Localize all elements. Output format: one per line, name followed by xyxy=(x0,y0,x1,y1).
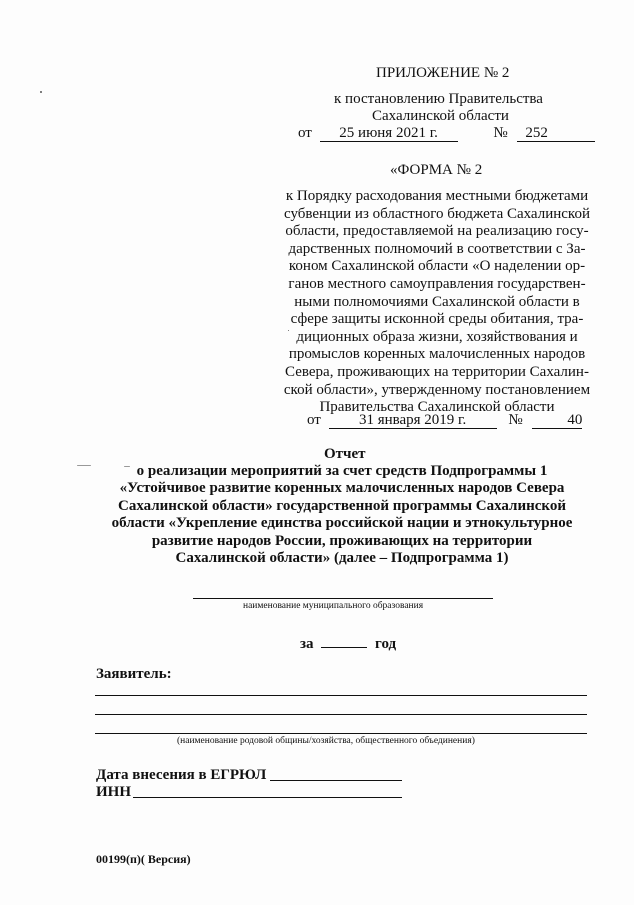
procedure-line: к Порядку расходования местными бюджетами xyxy=(285,188,589,204)
resolution-line-1: к постановлению Правительства xyxy=(334,91,543,107)
resolution-line-2: Сахалинской области xyxy=(372,108,509,124)
procedure-line: промыслов коренных малочисленных народов xyxy=(288,346,586,363)
procedure-line: субвенции из областного бюджета Сахалинской xyxy=(284,205,590,222)
year-label: год xyxy=(375,636,397,652)
number-label: № xyxy=(493,125,508,141)
resolution-number: 252 xyxy=(517,125,595,142)
for-label: за xyxy=(300,636,314,652)
applicant-caption: (наименование родовой общины/хозяйства, общественного объединения) xyxy=(177,736,475,746)
procedure-line: дарственных полномочий в соответствии с За- xyxy=(288,240,586,257)
year-row xyxy=(300,631,396,653)
report-description xyxy=(96,463,588,567)
report-line: Сахалинской области» государственной программы Сахалинской xyxy=(117,497,566,514)
form-title: «ФОРМА № 2 xyxy=(390,162,483,178)
procedure-line: коном Сахалинской области «О наделении ор- xyxy=(288,258,586,275)
report-line: Сахалинской области» (далее – Подпрограмма 1) xyxy=(175,550,509,567)
applicant-line-2[interactable] xyxy=(95,714,587,715)
scan-speck xyxy=(77,465,91,466)
inn-label: ИНН xyxy=(96,784,132,800)
form-number: 40 xyxy=(532,412,582,429)
scan-speck xyxy=(124,466,130,467)
procedure-line: ганов местного самоуправления государствен- xyxy=(288,275,586,292)
report-title: Отчет xyxy=(324,446,366,462)
form-date-row xyxy=(307,411,582,429)
procedure-line: Правительства Сахалинской области xyxy=(319,399,555,416)
resolution-date: 25 июня 2021 г. xyxy=(320,125,458,142)
municipality-line xyxy=(193,598,493,599)
applicant-line-1[interactable] xyxy=(95,695,587,696)
procedure-line: ными полномочиями Сахалинской области в xyxy=(294,293,580,310)
egrul-label: Дата внесения в ЕГРЮЛ xyxy=(96,767,267,783)
report-line: развитие народов России, проживающих на территории xyxy=(151,532,533,549)
report-line: «Устойчивое развитие коренных малочисленных народов Севера xyxy=(119,480,565,497)
year-field[interactable] xyxy=(321,631,367,648)
report-line: области «Укрепление единства российской нации и этнокультурное xyxy=(111,515,573,532)
procedure-line: области, предоставляемой на реализацию госу- xyxy=(285,223,589,240)
appendix-title: ПРИЛОЖЕНИЕ № 2 xyxy=(376,65,510,81)
scan-speck xyxy=(40,91,42,93)
applicant-line-3[interactable] xyxy=(95,733,587,734)
procedure-text xyxy=(282,188,592,417)
footer-code: 00199(п)( Версия) xyxy=(96,852,191,866)
procedure-line: диционных образа жизни, хозяйствования и xyxy=(296,328,578,345)
inn-field[interactable] xyxy=(133,797,402,798)
egrul-field[interactable] xyxy=(270,780,402,781)
procedure-line: Севера, проживающих на территории Сахалин- xyxy=(285,363,589,380)
procedure-line: ской области», утвержденному постановлением xyxy=(283,381,591,398)
municipality-caption: наименование муниципального образования xyxy=(243,601,424,611)
resolution-date-row xyxy=(298,124,595,142)
procedure-line: сфере защиты исконной среды обитания, тра- xyxy=(290,311,584,328)
applicant-label: Заявитель: xyxy=(96,666,172,682)
from-label: от xyxy=(307,412,321,428)
number-label: № xyxy=(508,412,523,428)
from-label: от xyxy=(298,125,312,141)
form-date: 31 января 2019 г. xyxy=(329,412,497,429)
report-line: о реализации мероприятий за счет средств Подпрограммы 1 xyxy=(136,463,548,479)
scan-speck xyxy=(288,330,289,331)
